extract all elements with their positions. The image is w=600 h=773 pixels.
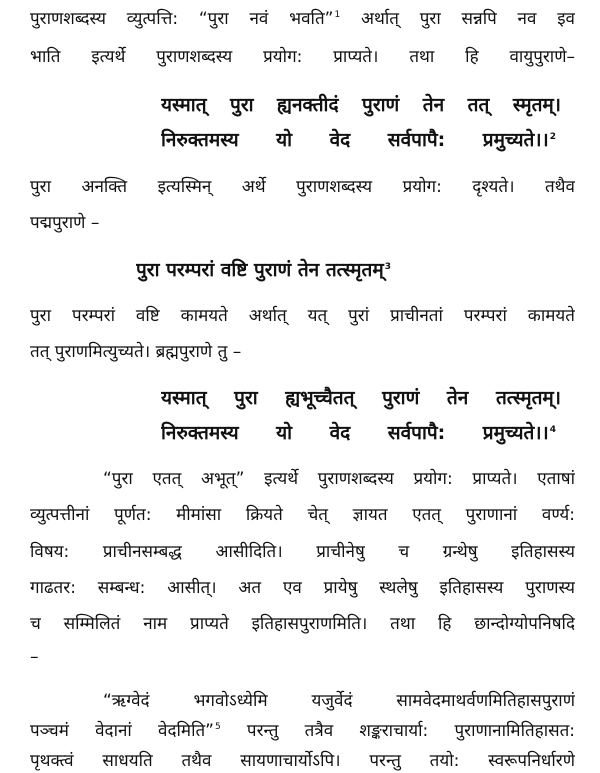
verse-line: यस्मात् पुरा ह्यनक्तीदं पुराणं तेन तत् स्मृतम्। — [161, 94, 561, 116]
paragraph-line: च सम्मिलितं नाम प्राप्यते इतिहासपुराणमिति। तथा हि छान्दोग्योपनिषदि — [30, 614, 575, 634]
paragraph-line: “ऋग्वेदं भगवोऽध्येमि यजुर्वेदं सामवेदमाथर्वणमितिहासपुराणं — [103, 691, 575, 711]
footnote-marker: 5 — [214, 722, 221, 733]
paragraph-line: पञ्चमं वेदानां वेदमिति”$^5$ परन्तु तत्रैव शङ्कराचार्या: पुराणानामितिहासत: — [30, 721, 575, 741]
paragraph-line: व्युत्पत्तीनां पूर्णत: मीमांसा क्रियते चेत् ज्ञायत एतत् पुराणानां वर्ण्य: — [30, 505, 575, 525]
paragraph-line: – — [30, 647, 39, 667]
verse-line: पुरा परम्परां वष्टि पुराणं तेन तत्स्मृतम्$^3$ — [136, 259, 391, 281]
verse-line: निरुक्तमस्य यो वेद सर्वपापै: प्रमुच्यते।।$^2$ — [161, 129, 556, 151]
paragraph-line: पृथक्त्वं साधयति तथैव सायणाचार्योऽपि। परन्तु तयो: स्वरूपनिर्धारणे — [30, 751, 575, 771]
paragraph-line: गाढतर: सम्बन्ध: आसीत्। अत एव प्रायेषु स्थलेषु इतिहासस्य पुराणस्य — [30, 578, 575, 598]
paragraph-line: पुरा परम्परां वष्टि कामयते अर्थात् यत् पुरां प्राचीनतां परम्परां कामयते — [30, 306, 575, 326]
paragraph-line: पद्मपुराणे – — [30, 213, 100, 233]
footnote-marker: 1 — [334, 10, 341, 21]
footnote-marker: 4 — [549, 424, 556, 435]
verse-line: निरुक्तमस्य यो वेद सर्वपापै: प्रमुच्यते।।$^4$ — [161, 422, 556, 444]
paragraph-line: “पुरा एतत् अभूत्” इत्यर्थे पुराणशब्दस्य प्रयोग: प्राप्यते। एताषां — [103, 469, 575, 489]
verse-line: यस्मात् पुरा ह्यभूच्चैतत् पुराणं तेन तत्स्मृतम्। — [161, 387, 561, 409]
paragraph-line: भाति इत्यर्थे पुराणशब्दस्य प्रयोग: प्राप्यते। तथा हि वायुपुराणे– — [30, 47, 575, 67]
paragraph-line: पुरा अनक्ति इत्यस्मिन् अर्थे पुराणशब्दस्य प्रयोग: दृश्यते। तथैव — [30, 177, 575, 197]
footnote-marker: 2 — [549, 131, 556, 142]
paragraph-line: पुराणशब्दस्य व्युत्पत्ति: “पुरा नवं भवति”$^1$ अर्थात् पुरा सन्नपि नव इव — [30, 9, 575, 29]
footnote-marker: 3 — [384, 261, 391, 272]
paragraph-line: तत् पुराणमित्युच्यते। ब्रह्मपुराणे तु – — [30, 342, 242, 362]
paragraph-line: विषय: प्राचीनसम्बद्ध आसीदिति। प्राचीनेषु च ग्रन्थेषु इतिहासस्य — [30, 542, 575, 562]
